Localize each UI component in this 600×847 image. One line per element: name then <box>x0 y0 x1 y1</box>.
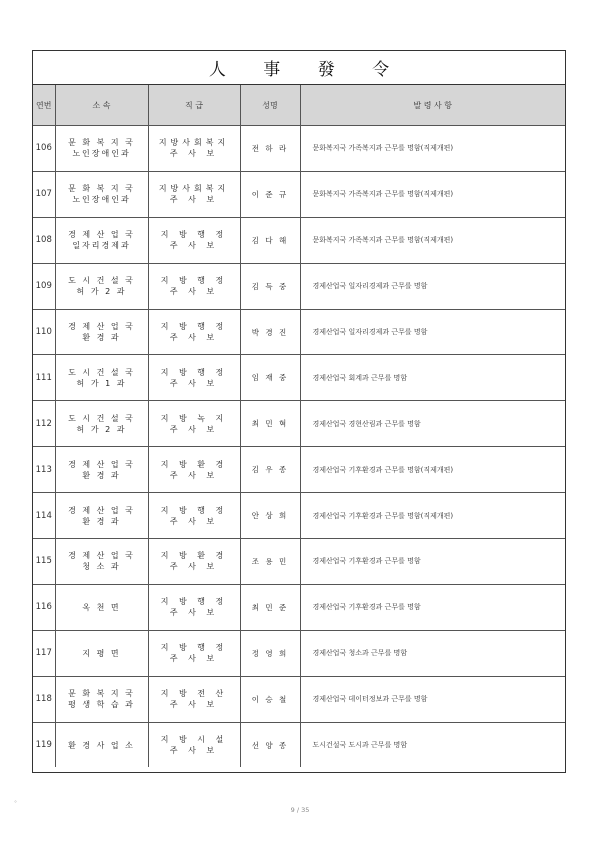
grade-line: 주 사 보 <box>169 700 219 710</box>
dept-line: 문 화 복 지 국 <box>68 138 135 148</box>
grade-cell <box>148 171 240 217</box>
dept-line: 환 경 과 <box>82 470 121 480</box>
name-cell: 정 영 희 <box>240 630 300 676</box>
grade-cell <box>148 447 240 493</box>
dept-line: 환 경 과 <box>82 333 121 342</box>
name-cell: 조 용 민 <box>240 539 300 585</box>
dept-cell <box>55 171 148 217</box>
row-number: 109 <box>33 263 55 309</box>
dept-cell <box>55 584 148 630</box>
name-cell: 최 민 준 <box>240 584 300 630</box>
grade-line: 주 사 보 <box>169 746 219 756</box>
row-number: 110 <box>33 309 55 355</box>
grade-line: 지 방 행 정 <box>160 322 228 331</box>
row-number: 107 <box>33 171 55 217</box>
row-number: 116 <box>33 584 55 630</box>
dept-line: 허 가 2 과 <box>76 287 127 297</box>
personnel-order-sheet <box>32 50 566 773</box>
grade-cell <box>148 126 240 172</box>
dept-line: 문 화 복 지 국 <box>68 689 135 699</box>
dept-line: 옥 천 면 <box>82 602 121 612</box>
grade-line: 지 방 행 정 <box>160 505 228 515</box>
table-row <box>33 309 565 355</box>
detail-cell: 경제산업국 회계과 근무를 명함 <box>300 355 565 401</box>
header-name: 성명 <box>240 85 300 126</box>
dept-cell <box>55 355 148 401</box>
name-cell: 임 재 중 <box>240 355 300 401</box>
name-cell: 김 다 해 <box>240 217 300 263</box>
grade-cell <box>148 539 240 585</box>
detail-cell: 경제산업국 일자리경제과 근무를 명함 <box>300 309 565 355</box>
grade-line: 지 방 환 경 <box>160 459 228 469</box>
grade-line: 지 방 행 정 <box>160 230 228 240</box>
grade-cell <box>148 263 240 309</box>
title-row <box>33 51 565 85</box>
dept-line: 문 화 복 지 국 <box>68 184 135 194</box>
dept-cell <box>55 630 148 676</box>
header-detail: 발 령 사 항 <box>300 85 565 126</box>
page-number: 9 / 35 <box>290 806 310 814</box>
table-row <box>33 493 565 539</box>
detail-cell: 경제산업국 기후환경과 근무를 명함 <box>300 539 565 585</box>
dept-cell <box>55 401 148 447</box>
dept-cell <box>55 217 148 263</box>
detail-cell: 경제산업국 데이터정보과 근무를 명함 <box>300 676 565 722</box>
row-number: 113 <box>33 447 55 493</box>
grade-cell <box>148 584 240 630</box>
row-number: 117 <box>33 630 55 676</box>
grade-line: 주 사 보 <box>169 195 219 205</box>
dept-line: 환 경 과 <box>82 516 121 526</box>
table-row <box>33 401 565 447</box>
detail-cell: 문화복지국 가족복지과 근무를 명함(직제개편) <box>300 217 565 263</box>
dept-line: 일자리경제과 <box>72 241 131 251</box>
detail-cell: 도시건설국 도시과 근무를 명함 <box>300 722 565 767</box>
dept-cell <box>55 539 148 585</box>
grade-line: 주 사 보 <box>169 333 219 342</box>
grade-cell <box>148 676 240 722</box>
dept-line: 노인장애인과 <box>72 149 131 159</box>
row-number: 118 <box>33 676 55 722</box>
grade-cell <box>148 722 240 767</box>
grade-line: 지 방 행 정 <box>160 643 228 653</box>
table-row <box>33 722 565 767</box>
header-dept: 소 속 <box>55 85 148 126</box>
detail-cell: 문화복지국 가족복지과 근무를 명함(직제개편) <box>300 126 565 172</box>
dept-cell <box>55 722 148 767</box>
table-row <box>33 539 565 585</box>
name-cell: 박 경 진 <box>240 309 300 355</box>
name-cell: 이 승 철 <box>240 676 300 722</box>
grade-line: 지 방 시 설 <box>160 735 228 745</box>
row-number: 114 <box>33 493 55 539</box>
grade-cell <box>148 630 240 676</box>
row-number: 106 <box>33 126 55 172</box>
detail-cell: 경제산업국 일자리경제과 근무를 명함 <box>300 263 565 309</box>
grade-line: 지 방 행 정 <box>160 276 228 286</box>
name-cell: 전 하 라 <box>240 126 300 172</box>
table-row <box>33 630 565 676</box>
name-cell: 이 준 규 <box>240 171 300 217</box>
grade-line: 주 사 보 <box>169 241 219 251</box>
table-row <box>33 126 565 172</box>
grade-line: 지방사회복지 <box>158 184 230 194</box>
corner-mark: ° <box>14 800 17 807</box>
row-number: 111 <box>33 355 55 401</box>
dept-line: 경 제 산 업 국 <box>68 505 135 515</box>
grade-line: 지 방 녹 지 <box>160 413 228 423</box>
name-cell: 김 득 중 <box>240 263 300 309</box>
grade-line: 주 사 보 <box>169 287 219 297</box>
grade-line: 주 사 보 <box>169 654 219 664</box>
detail-cell: 경제산업국 기후환경과 근무를 명함(직제개편) <box>300 493 565 539</box>
name-cell: 김 우 종 <box>240 447 300 493</box>
dept-line: 도 시 건 설 국 <box>68 367 135 377</box>
table-row <box>33 263 565 309</box>
detail-cell: 경제산업국 경현산림과 근무를 명함 <box>300 401 565 447</box>
table-row <box>33 355 565 401</box>
grade-line: 지 방 환 경 <box>160 551 228 561</box>
grade-cell <box>148 401 240 447</box>
dept-cell <box>55 447 148 493</box>
page-title: 人 事 發 令 <box>208 60 406 80</box>
grade-line: 주 사 보 <box>169 608 219 618</box>
grade-line: 주 사 보 <box>169 516 219 526</box>
dept-line: 청 소 과 <box>82 562 121 572</box>
grade-line: 주 사 보 <box>169 424 219 434</box>
dept-line: 경 제 산 업 국 <box>68 230 135 240</box>
table-row <box>33 171 565 217</box>
dept-line: 노인장애인과 <box>72 195 131 205</box>
dept-cell <box>55 126 148 172</box>
row-number: 119 <box>33 722 55 767</box>
detail-cell: 경제산업국 기후환경과 근무를 명함(직제개편) <box>300 447 565 493</box>
header-grade: 직 급 <box>148 85 240 126</box>
table-row <box>33 447 565 493</box>
grade-cell <box>148 217 240 263</box>
row-number: 115 <box>33 539 55 585</box>
grade-line: 지 방 행 정 <box>160 367 228 377</box>
name-cell: 최 민 혁 <box>240 401 300 447</box>
dept-cell <box>55 309 148 355</box>
detail-cell: 경제산업국 기후환경과 근무를 명함 <box>300 584 565 630</box>
dept-line: 도 시 건 설 국 <box>68 276 135 286</box>
dept-line: 환 경 사 업 소 <box>68 740 135 750</box>
table-header-row <box>33 85 565 126</box>
table-row <box>33 676 565 722</box>
detail-cell: 경제산업국 청소과 근무를 명함 <box>300 630 565 676</box>
table-body <box>33 126 565 768</box>
grade-cell <box>148 355 240 401</box>
dept-cell <box>55 676 148 722</box>
row-number: 108 <box>33 217 55 263</box>
header-no: 연번 <box>33 85 55 126</box>
grade-line: 주 사 보 <box>169 378 219 388</box>
table-row <box>33 217 565 263</box>
grade-cell <box>148 309 240 355</box>
grade-line: 주 사 보 <box>169 470 219 480</box>
dept-line: 경 제 산 업 국 <box>68 459 135 469</box>
dept-line: 경 제 산 업 국 <box>68 551 135 561</box>
name-cell: 선 양 종 <box>240 722 300 767</box>
dept-line: 경 제 산 업 국 <box>68 322 135 331</box>
personnel-table <box>33 85 565 767</box>
dept-line: 도 시 건 설 국 <box>68 413 135 423</box>
dept-cell <box>55 493 148 539</box>
dept-cell <box>55 263 148 309</box>
grade-cell <box>148 493 240 539</box>
dept-line: 평 생 학 습 과 <box>68 700 135 710</box>
grade-line: 주 사 보 <box>169 149 219 159</box>
dept-line: 지 평 면 <box>82 648 121 658</box>
dept-line: 허 가 1 과 <box>76 378 127 388</box>
table-row <box>33 584 565 630</box>
detail-cell: 문화복지국 가족복지과 근무를 명함(직제개편) <box>300 171 565 217</box>
row-number: 112 <box>33 401 55 447</box>
dept-line: 허 가 2 과 <box>76 424 127 434</box>
grade-line: 지 방 행 정 <box>160 597 228 607</box>
grade-line: 지 방 전 산 <box>160 689 228 699</box>
name-cell: 안 상 희 <box>240 493 300 539</box>
grade-line: 주 사 보 <box>169 562 219 572</box>
grade-line: 지방사회복지 <box>158 138 230 148</box>
